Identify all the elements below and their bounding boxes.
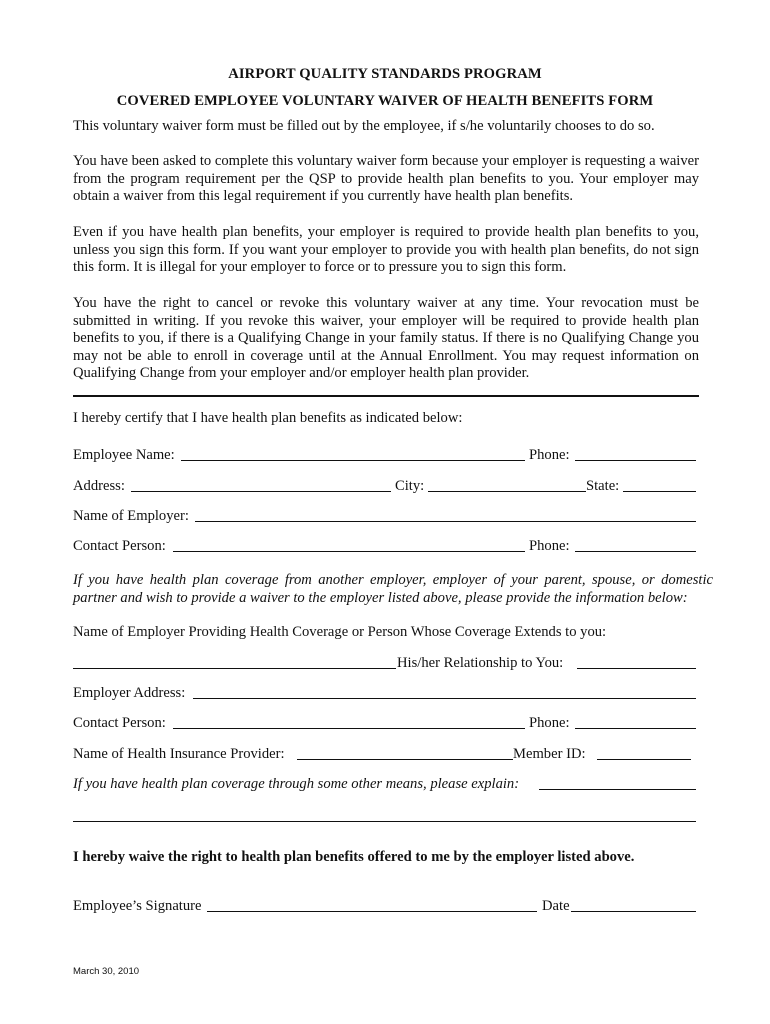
contact-person-row (73, 537, 699, 557)
form-title: COVERED EMPLOYEE VOLUNTARY WAIVER OF HEALTH BENEFITS FORM (116, 93, 654, 109)
provider-employer-field[interactable] (73, 668, 396, 669)
other-coverage-instructions: If you have health plan coverage from another employer, employer of your parent, spouse, or domestic partner and wish to provide a waiver to the employer listed above, please provide the information below: (73, 572, 713, 606)
signature-row (73, 897, 699, 917)
employer-name-label: Name of Employer: (73, 508, 189, 524)
employer-address-field[interactable] (193, 698, 696, 699)
provider-contact-field[interactable] (173, 728, 525, 729)
waiver-statement: I hereby waive the right to health plan benefits offered to me by the employer listed above. (73, 849, 635, 865)
insurance-provider-label: Name of Health Insurance Provider: (73, 746, 285, 762)
address-label: Address: (73, 478, 125, 494)
insurance-provider-row (73, 745, 699, 765)
employer-name-field[interactable] (195, 521, 696, 522)
contact-person-field[interactable] (173, 551, 525, 552)
employee-name-row (73, 446, 699, 466)
date-label: Date (542, 898, 570, 914)
other-means-label: If you have health plan coverage through some other means, please explain: (73, 776, 520, 792)
contact-person-label: Contact Person: (73, 538, 166, 554)
other-means-row (73, 775, 699, 795)
contact-phone-field[interactable] (575, 551, 696, 552)
relationship-row (73, 654, 699, 674)
provider-contact-row (73, 714, 699, 734)
employee-name-field[interactable] (181, 460, 525, 461)
footer-date: March 30, 2010 (73, 966, 140, 977)
other-means-field[interactable] (539, 789, 696, 790)
intro-paragraph-1: This voluntary waiver form must be filled out by the employee, if s/he voluntarily chooses to do so. (73, 118, 655, 134)
employer-address-row (73, 684, 699, 704)
state-field[interactable] (623, 491, 696, 492)
address-row (73, 477, 699, 497)
address-field[interactable] (131, 491, 391, 492)
city-field[interactable] (428, 491, 586, 492)
provider-phone-label: Phone: (529, 715, 570, 731)
state-label: State: (586, 478, 620, 494)
city-label: City: (395, 478, 425, 494)
insurance-provider-field[interactable] (297, 759, 513, 760)
section-divider (73, 395, 699, 397)
provider-contact-label: Contact Person: (73, 715, 166, 731)
certify-statement: I hereby certify that I have health plan benefits as indicated below: (73, 410, 463, 426)
provider-employer-label: Name of Employer Providing Health Coverage or Person Whose Coverage Extends to you: (73, 624, 607, 640)
relationship-field[interactable] (577, 668, 696, 669)
intro-paragraph-3: Even if you have health plan benefits, your employer is required to provide health plan benefits to you, unless you sign this form. If you want your employer to provide you with health plan benefits, do not sign this form. It is illegal for your employer to force or to pressure you to sign this form. (73, 224, 699, 276)
provider-phone-field[interactable] (575, 728, 696, 729)
program-title: AIRPORT QUALITY STANDARDS PROGRAM (228, 66, 542, 82)
signature-field[interactable] (207, 911, 537, 912)
relationship-label: His/her Relationship to You: (397, 655, 564, 671)
intro-paragraph-4: You have the right to cancel or revoke this voluntary waiver at any time. Your revocation must be submitted in writing. If you revoke this waiver, your employer will be required to provide health plan benefits to you, if there is a Qualifying Change in your family status. If there is no Qualifying Change you may not be able to enroll in coverage until at the Annual Enrollment. You may request information on Qualifying Change from your employer and/or employer health plan provider. (73, 295, 699, 382)
employer-address-label: Employer Address: (73, 685, 186, 701)
contact-phone-label: Phone: (529, 538, 570, 554)
signature-label: Employee’s Signature (73, 898, 202, 914)
member-id-field[interactable] (597, 759, 691, 760)
date-field[interactable] (571, 911, 696, 912)
intro-paragraph-2: You have been asked to complete this voluntary waiver form because your employer is requesting a waiver from the program requirement per the QSP to provide health plan benefits to you. Your employer may obtain a waiver from this legal requirement if you currently have health plan benefits. (73, 153, 699, 205)
phone-label: Phone: (529, 447, 570, 463)
employer-name-row (73, 507, 699, 527)
other-means-field-line-2[interactable] (73, 821, 696, 822)
phone-field[interactable] (575, 460, 696, 461)
employee-name-label: Employee Name: (73, 447, 175, 463)
member-id-label: Member ID: (513, 746, 586, 762)
